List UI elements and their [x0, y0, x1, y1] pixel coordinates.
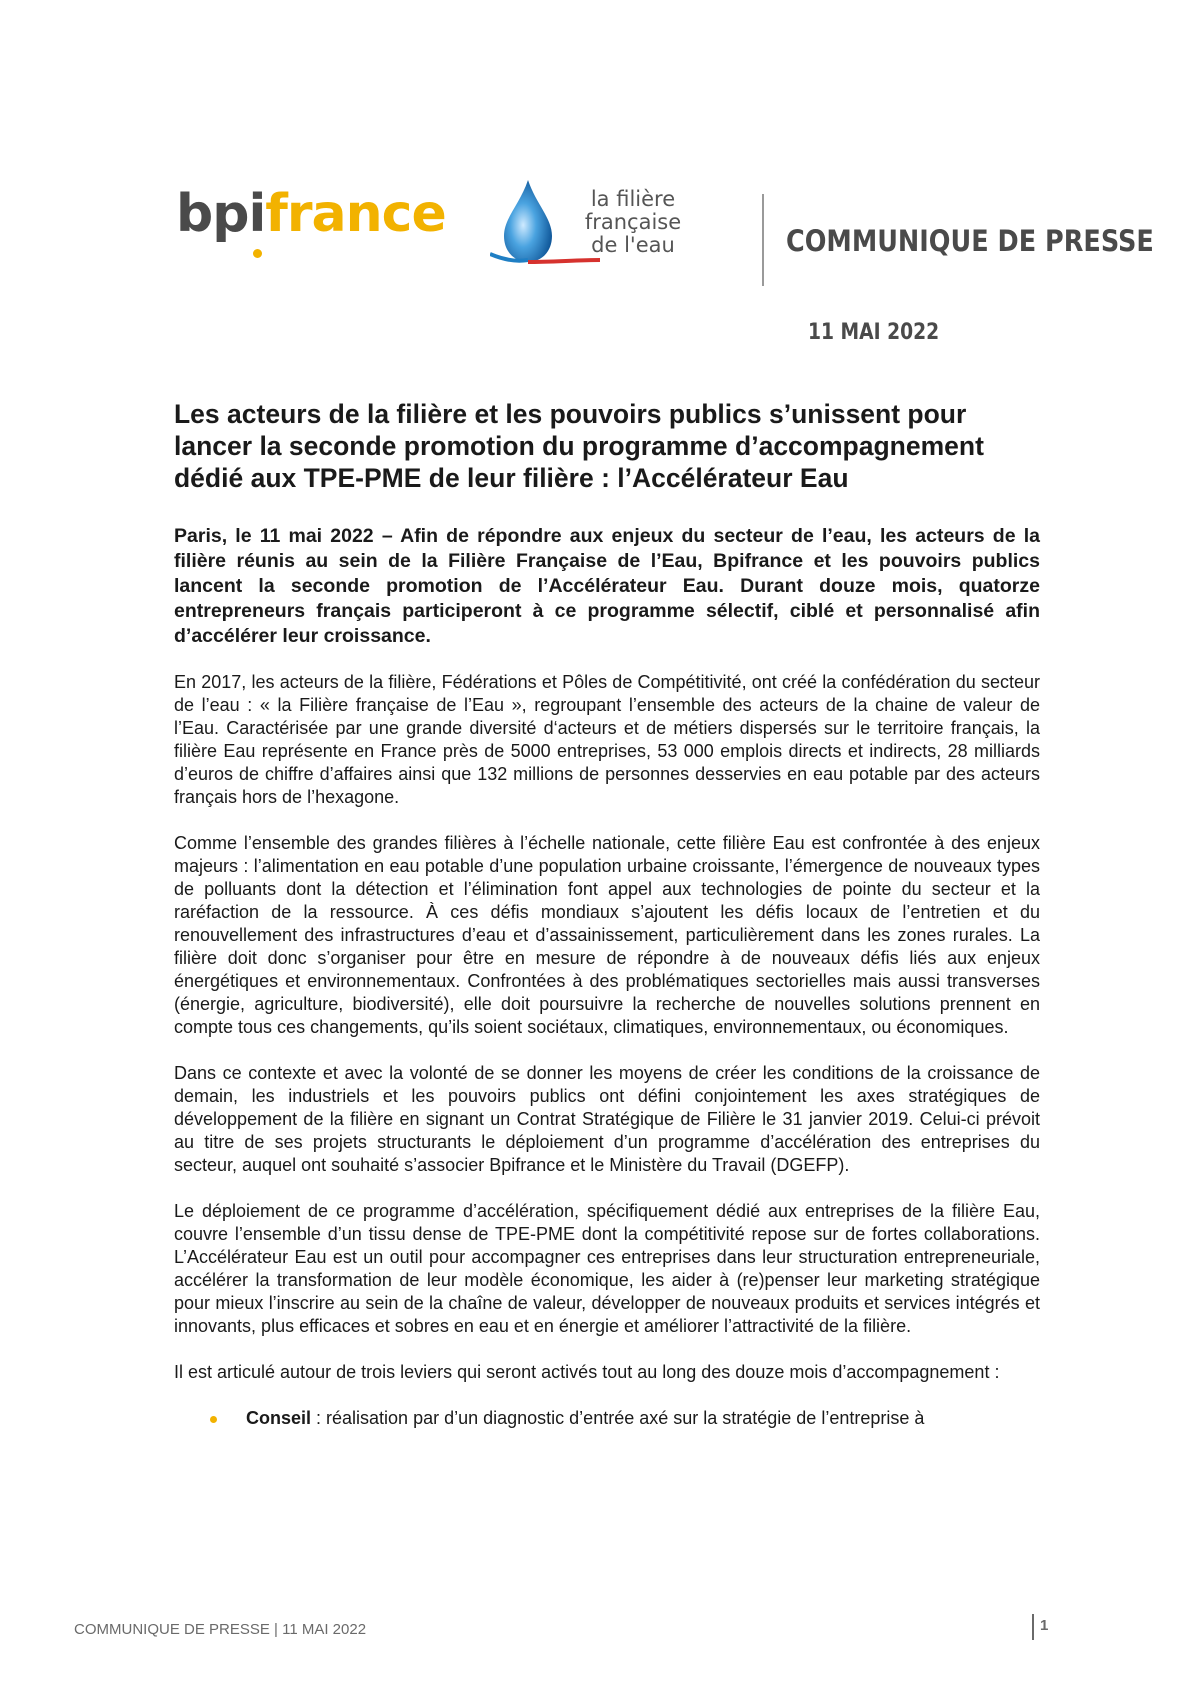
article-lead: Paris, le 11 mai 2022 – Afin de répondre aux enjeux du secteur de l’eau, les acteurs de la filière réunis au sein de la Filière Française de l’Eau, Bpifrance et les pouvoirs publics lancent la seconde promotion de l’Accélérateur Eau. Durant douze mois, quatorze entrepreneurs français participeront à ce programme sélectif, ciblé et personnalisé afin d’accélérer leur croissance.: [174, 525, 1040, 647]
filiere-logo-line-2: française: [584, 210, 682, 234]
filiere-logo-line-1: la filière: [590, 187, 676, 211]
paragraph-4: Le déploiement de ce programme d’accélération, spécifiquement dédié aux entreprises de la filière Eau, couvre l’ensemble d’un tissu dense de TPE-PME dont la compétitivité repose sur de fortes collaborations. L’Accélérateur Eau est un outil pour accompagner ces entreprises dans leur structuration entrepreneuriale, accélérer la transformation de leur modèle économique, les aider à (re)penser leur marketing stratégique pour mieux l’inscrire au sein de la chaîne de valeur, développer de nouveaux produits et services intégrés et innovants, plus efficaces et sobres en eau et en énergie et améliorer l’attractivité de la filière.: [174, 1201, 1040, 1336]
footer-label: COMMUNIQUE DE PRESSE | 11 MAI 2022: [74, 1621, 367, 1638]
header-divider: [762, 194, 764, 286]
bpifrance-logo: [176, 184, 446, 244]
paragraph-2: Comme l’ensemble des grandes filières à l’échelle nationale, cette filière Eau est confrontée à des enjeux majeurs : l’alimentation en eau potable d’une population urbaine croissante, l’émergence de nouveaux types de polluants dont la détection et l’élimination font appel aux technologies de pointe du secteur et la raréfaction de la ressource. À ces défis mondiaux s’ajoutent les défis locaux de l’entretien et du renouvellement des infrastructures d’eau et d’assainissement, particulièrement dans les zones rurales. La filière doit donc s’organiser pour être en mesure de répondre à de nouveaux défis liés aux enjeux énergétiques et environnementaux. Confrontées à des problématiques sectorielles mais aussi transverses (énergie, agriculture, biodiversité), elle doit poursuivre la recherche de nouvelles solutions prennent en compte tous ces changements, qu’ils soient sociétaux, climatiques, environnementaux, ou économiques.: [174, 833, 1040, 1037]
press-release-date: 11 MAI 2022: [808, 320, 940, 345]
paragraph-1: En 2017, les acteurs de la filière, Fédérations et Pôles de Compétitivité, ont créé la confédération du secteur de l’eau : « la Filière française de l’Eau », regroupant l’ensemble des acteurs de la chaine de valeur de l’Eau. Caractérisée par une grande diversité d‘acteurs et de métiers dispersés sur le territoire français, la filière Eau représente en France près de 5000 entreprises, 53 000 emplois directs et indirects, 28 milliards d’euros de chiffre d’affaires ainsi que 132 millions de personnes desservies en eau potable par des acteurs français hors de l’hexagone.: [174, 672, 1040, 807]
footer-divider: [1032, 1614, 1034, 1640]
paragraph-5: Il est articulé autour de trois leviers qui seront activés tout au long des douze mois d’accompagnement :: [174, 1362, 1000, 1382]
page-number: 1: [1040, 1617, 1049, 1634]
paragraph-3: Dans ce contexte et avec la volonté de se donner les moyens de créer les conditions de la croissance de demain, les industriels et les pouvoirs publics ont défini conjointement les axes stratégiques de développement de la filière en signant un Contrat Stratégique de Filière le 31 janvier 2019. Celui-ci prévoit au titre de ses projets structurants le déploiement d’un programme d’accélération des entreprises du secteur, auquel ont souhaité s’associer Bpifrance et le Ministère du Travail (DGEFP).: [174, 1063, 1040, 1175]
filiere-eau-logo: [478, 174, 688, 270]
list-item: [174, 1407, 1040, 1430]
article-headline: Les acteurs de la filière et les pouvoirs publics s’unissent pour lancer la seconde promotion du programme d’accompagnement dédié aux TPE-PME de leur filière : l’Accélérateur Eau: [174, 399, 984, 493]
bullet-dot-icon: [210, 1416, 217, 1423]
press-release-title: COMMUNIQUE DE PRESSE: [786, 224, 1154, 258]
bpifrance-logo-bp: bp: [176, 184, 249, 244]
list-item-term: Conseil: [246, 1408, 312, 1428]
filiere-eau-logo-text: [572, 188, 694, 257]
list-item-text: : réalisation par d’un diagnostic d’entrée axé sur la stratégie de l’entreprise à: [311, 1408, 925, 1428]
bpifrance-logo-france: france: [265, 184, 446, 244]
article-body: [174, 398, 1040, 1430]
filiere-logo-line-3: de l'eau: [591, 233, 675, 257]
levers-list: [174, 1407, 1040, 1430]
bpifrance-logo-i: i: [248, 184, 266, 244]
